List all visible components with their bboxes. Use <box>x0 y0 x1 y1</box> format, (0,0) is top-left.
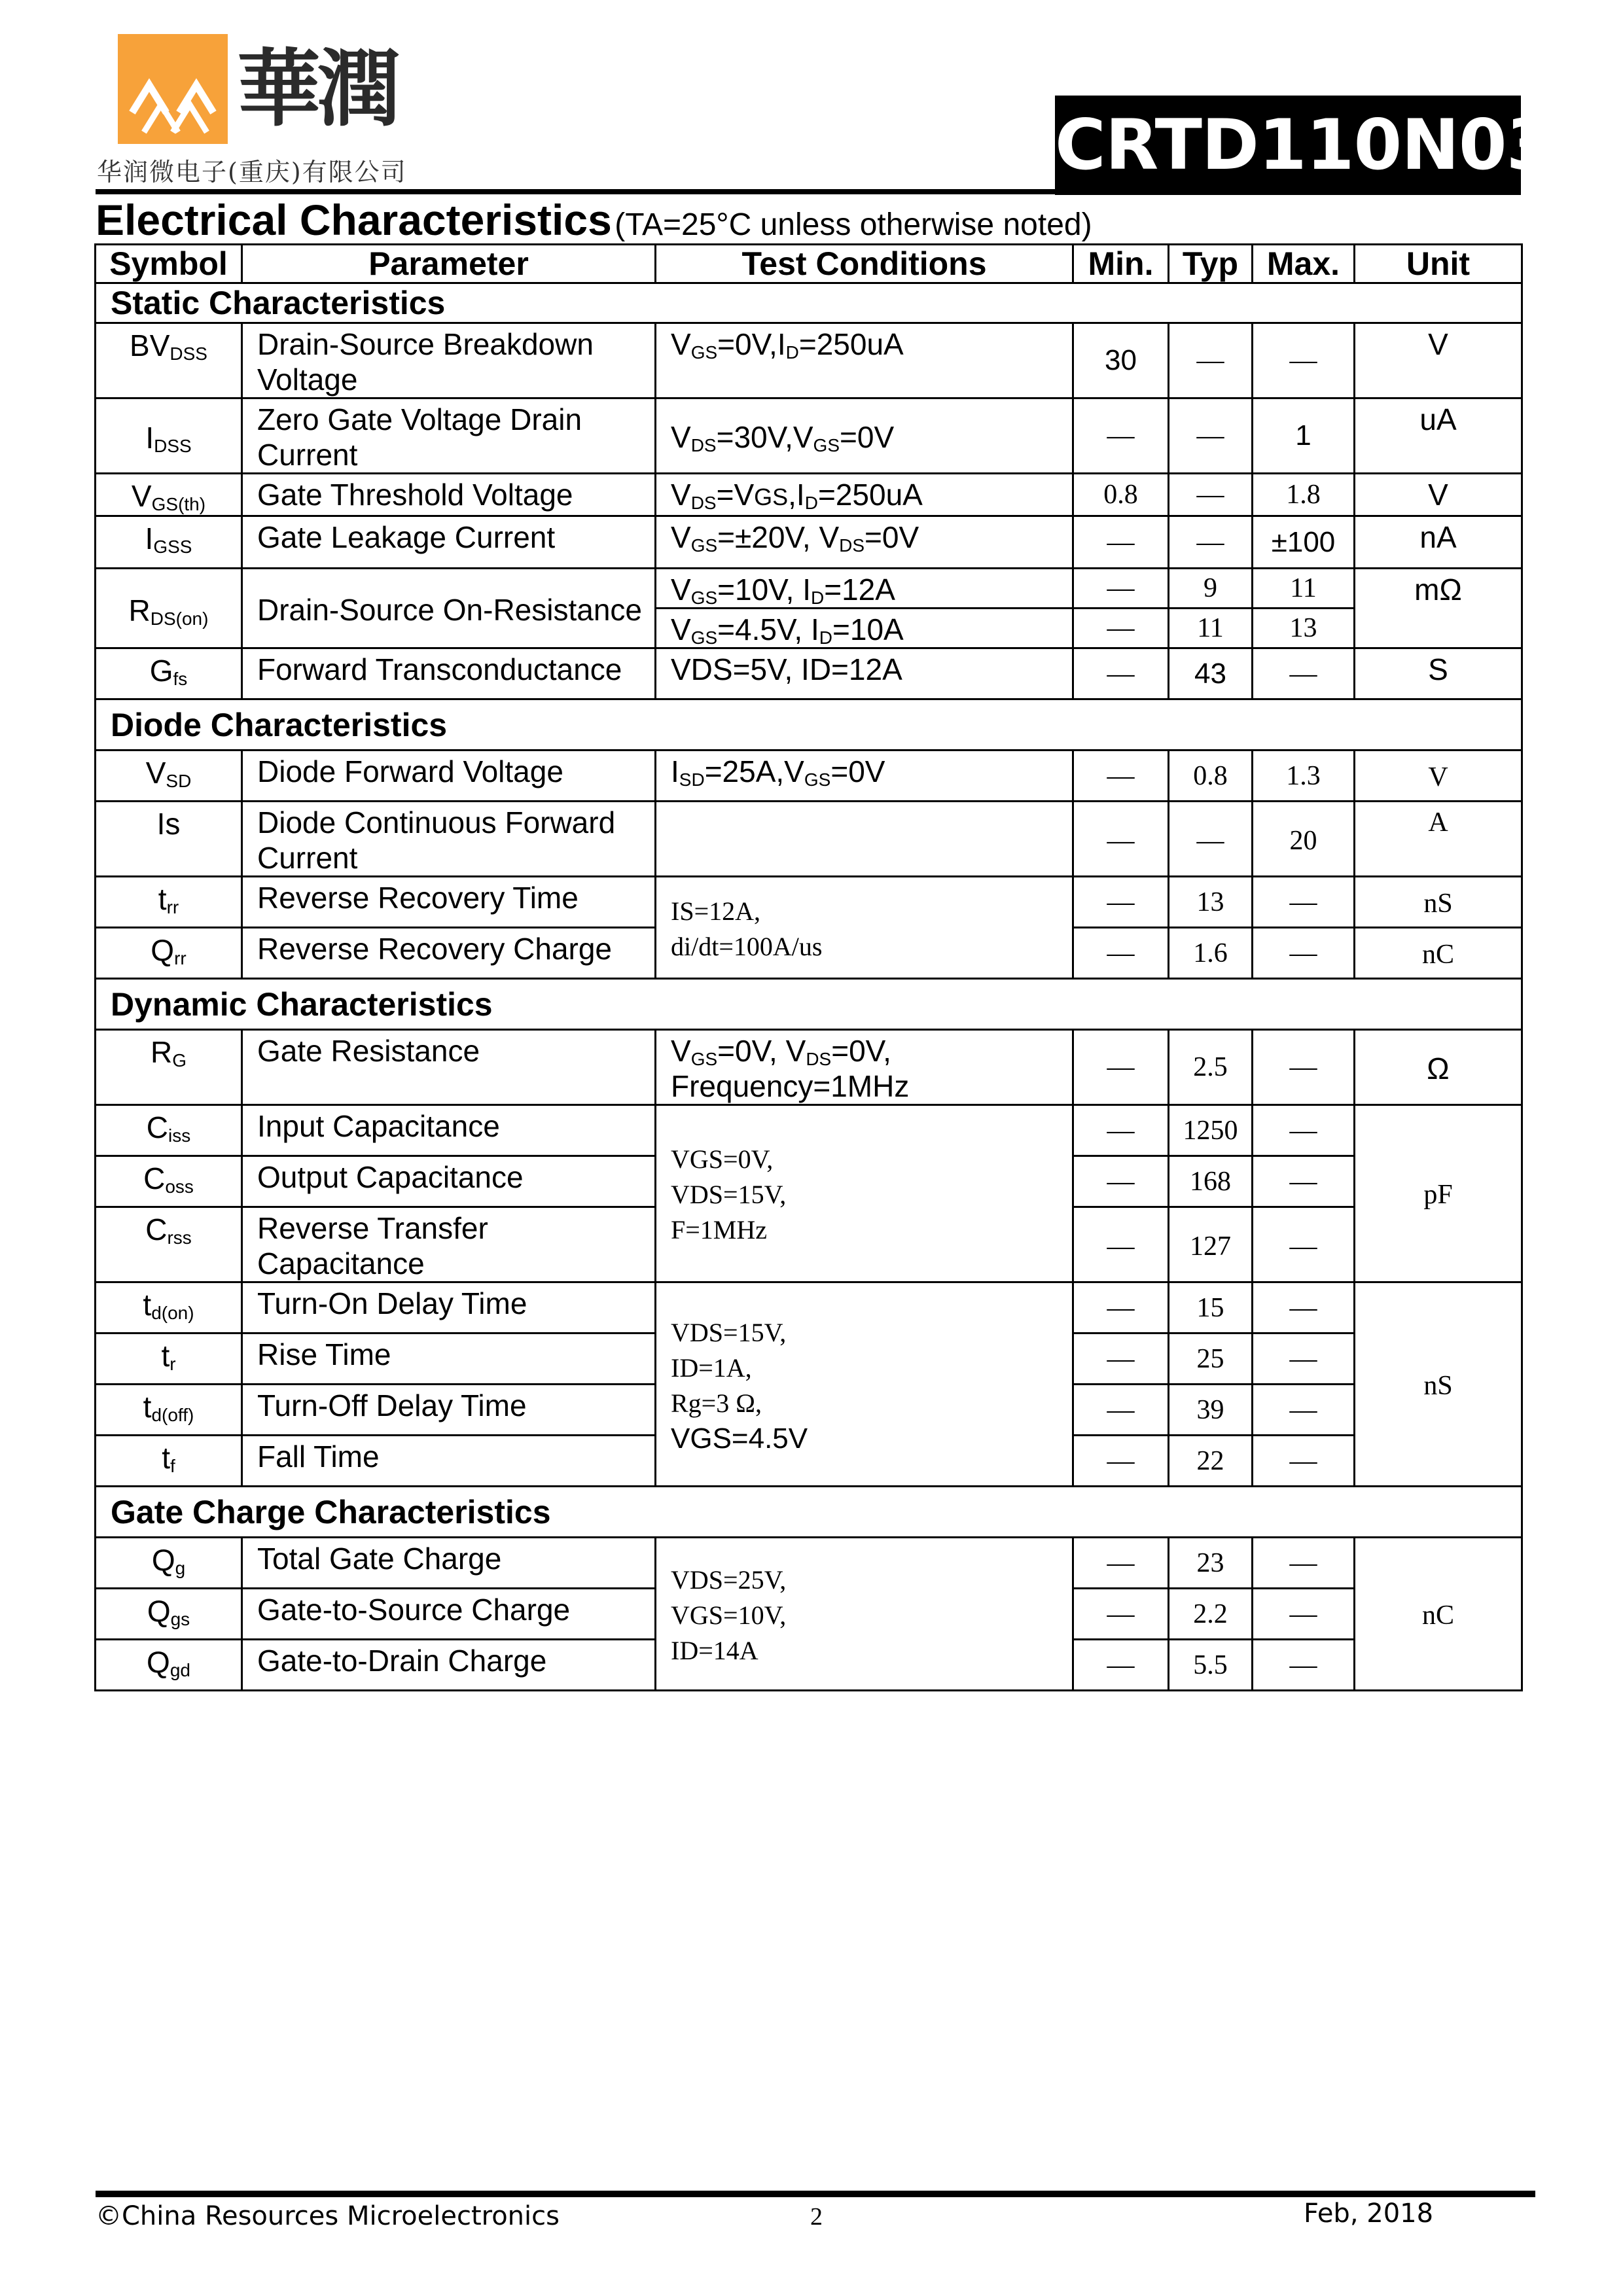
max-cell: 1.8 <box>1253 474 1355 516</box>
header-max: Max. <box>1253 245 1355 283</box>
table-row <box>96 474 1522 516</box>
condition-line: VGS=0V, <box>671 1144 774 1174</box>
condition-line: IS=12A, <box>671 896 761 926</box>
max-cell: — <box>1253 1333 1355 1385</box>
unit-cell: nC <box>1355 1538 1522 1691</box>
condition-cell: $V_{GS}=0V$, $V_{DS}=0V$, Frequency=1MHz <box>656 1030 1073 1105</box>
symbol-cell: $C_{oss}$ <box>96 1156 242 1207</box>
symbol-cell: $t_{d(off)}$ <box>96 1385 242 1436</box>
table-row <box>96 877 1522 928</box>
unit-cell: mΩ <box>1355 569 1522 648</box>
symbol-cell: $Q_{gs}$ <box>96 1589 242 1640</box>
unit-cell: S <box>1355 648 1522 699</box>
typ-cell: 22 <box>1169 1436 1253 1487</box>
condition-cell: $V_{GS}=4.5V$, $I_D=10A$ <box>656 609 1073 648</box>
max-cell: — <box>1253 1436 1355 1487</box>
min-cell: — <box>1073 648 1169 699</box>
table-row <box>96 1105 1522 1156</box>
parameter-cell: Reverse Recovery Charge <box>242 928 656 979</box>
max-cell: — <box>1253 1640 1355 1691</box>
typ-cell: 2.2 <box>1169 1589 1253 1640</box>
min-cell: — <box>1073 1385 1169 1436</box>
max-cell: — <box>1253 323 1355 398</box>
min-cell: — <box>1073 516 1169 569</box>
typ-cell: — <box>1169 398 1253 474</box>
header-symbol: Symbol <box>96 245 242 283</box>
min-cell: — <box>1073 802 1169 877</box>
symbol-cell: $t_f$ <box>96 1436 242 1487</box>
symbol-cell: $G_{fs}$ <box>96 648 242 699</box>
symbol-cell: $I_{DSS}$ <box>96 398 242 474</box>
symbol-cell: $t_{rr}$ <box>96 877 242 928</box>
header-unit: Unit <box>1355 245 1522 283</box>
parameter-cell: Turn-On Delay Time <box>242 1282 656 1333</box>
condition-cell <box>656 1105 1073 1282</box>
condition-cell <box>656 1282 1073 1487</box>
max-cell: 1.3 <box>1253 751 1355 802</box>
max-cell: — <box>1253 877 1355 928</box>
group-diode: Diode Characteristics <box>96 699 1522 751</box>
unit-cell: A <box>1355 802 1522 877</box>
condition-cell <box>656 877 1073 979</box>
condition-line: VDS=25V, <box>671 1564 787 1595</box>
max-cell: — <box>1253 1589 1355 1640</box>
typ-cell: 5.5 <box>1169 1640 1253 1691</box>
condition-cell <box>656 1538 1073 1691</box>
symbol-cell: $V_{SD}$ <box>96 751 242 802</box>
condition-line: F=1MHz <box>671 1215 768 1245</box>
table-row <box>96 648 1522 699</box>
header-conditions: Test Conditions <box>656 245 1073 283</box>
typ-cell: 2.5 <box>1169 1030 1253 1105</box>
symbol-cell: $C_{iss}$ <box>96 1105 242 1156</box>
section-title: Electrical Characteristics <box>96 196 612 244</box>
part-number: CRTD110N03L <box>1055 96 1521 195</box>
condition-line: Rg=3 Ω, <box>671 1388 762 1418</box>
typ-cell: 13 <box>1169 877 1253 928</box>
max-cell: — <box>1253 1538 1355 1589</box>
symbol-cell: $R_G$ <box>96 1030 242 1105</box>
table-row <box>96 516 1522 569</box>
parameter-cell: Input Capacitance <box>242 1105 656 1156</box>
typ-cell: 0.8 <box>1169 751 1253 802</box>
min-cell: — <box>1073 1640 1169 1691</box>
min-cell: — <box>1073 1105 1169 1156</box>
unit-cell: uA <box>1355 398 1522 474</box>
electrical-characteristics-table <box>94 243 1523 1691</box>
min-cell: — <box>1073 1156 1169 1207</box>
condition-line: VGS=10V, <box>671 1600 787 1630</box>
typ-cell: — <box>1169 516 1253 569</box>
max-cell: — <box>1253 1030 1355 1105</box>
min-cell: — <box>1073 1333 1169 1385</box>
unit-cell: pF <box>1355 1105 1522 1282</box>
max-cell: — <box>1253 648 1355 699</box>
condition-cell: $V_{GS}=10V$, $I_D=12A$ <box>656 569 1073 609</box>
parameter-cell: Gate-to-Source Charge <box>242 1589 656 1640</box>
section-condition: (TA=25°C unless otherwise noted) <box>615 207 1092 242</box>
parameter-cell: Diode Continuous Forward Current <box>242 802 656 877</box>
table-row <box>96 323 1522 398</box>
parameter-cell: Drain-Source On-Resistance <box>242 569 656 648</box>
condition-line: ID=14A <box>671 1635 758 1665</box>
table-header-row <box>96 245 1522 283</box>
min-cell: — <box>1073 569 1169 609</box>
condition-line: VGS=4.5V <box>671 1422 808 1455</box>
max-cell: — <box>1253 1385 1355 1436</box>
typ-cell: 23 <box>1169 1538 1253 1589</box>
condition-cell: $V_{GS}=\pm 20V$, $V_{DS}=0V$ <box>656 516 1073 569</box>
typ-cell: — <box>1169 323 1253 398</box>
unit-cell: V <box>1355 474 1522 516</box>
group-row <box>96 979 1522 1030</box>
min-cell: — <box>1073 1030 1169 1105</box>
min-cell: — <box>1073 1436 1169 1487</box>
max-cell: 13 <box>1253 609 1355 648</box>
symbol-cell: $Q_{gd}$ <box>96 1640 242 1691</box>
unit-cell: nC <box>1355 928 1522 979</box>
parameter-cell: Forward Transconductance <box>242 648 656 699</box>
table-row <box>96 1538 1522 1589</box>
symbol-cell: $t_r$ <box>96 1333 242 1385</box>
max-cell: — <box>1253 1282 1355 1333</box>
typ-cell: 1.6 <box>1169 928 1253 979</box>
table-row <box>96 1030 1522 1105</box>
table-row <box>96 802 1522 877</box>
footer-copyright: ©China Resources Microelectronics <box>96 2201 560 2231</box>
header-min: Min. <box>1073 245 1169 283</box>
footer-divider <box>96 2191 1535 2197</box>
parameter-cell: Turn-Off Delay Time <box>242 1385 656 1436</box>
min-cell: — <box>1073 398 1169 474</box>
company-name-chinese: 华润微电子(重庆)有限公司 <box>97 158 407 186</box>
unit-cell: V <box>1355 751 1522 802</box>
unit-cell: nS <box>1355 877 1522 928</box>
typ-cell: 9 <box>1169 569 1253 609</box>
min-cell: — <box>1073 1207 1169 1282</box>
group-dynamic: Dynamic Characteristics <box>96 979 1522 1030</box>
typ-cell: 11 <box>1169 609 1253 648</box>
group-row <box>96 1487 1522 1538</box>
condition-cell: $I_{SD}=25A,V_{GS}=0V$ <box>656 751 1073 802</box>
parameter-cell: Gate Leakage Current <box>242 516 656 569</box>
typ-cell: 1250 <box>1169 1105 1253 1156</box>
parameter-cell: Gate Threshold Voltage <box>242 474 656 516</box>
typ-cell: — <box>1169 474 1253 516</box>
condition-line: VDS=15V, <box>671 1317 787 1347</box>
typ-cell: — <box>1169 802 1253 877</box>
parameter-cell: Gate Resistance <box>242 1030 656 1105</box>
min-cell: — <box>1073 928 1169 979</box>
max-cell: 11 <box>1253 569 1355 609</box>
footer-date: Feb, 2018 <box>1304 2199 1434 2229</box>
max-cell: ±100 <box>1253 516 1355 569</box>
min-cell: 0.8 <box>1073 474 1169 516</box>
min-cell: — <box>1073 1282 1169 1333</box>
typ-cell: 127 <box>1169 1207 1253 1282</box>
typ-cell: 25 <box>1169 1333 1253 1385</box>
condition-line: VDS=15V, <box>671 1180 787 1209</box>
symbol-cell: $t_{d(on)}$ <box>96 1282 242 1333</box>
min-cell: — <box>1073 1538 1169 1589</box>
typ-cell: 15 <box>1169 1282 1253 1333</box>
parameter-cell: Reverse Recovery Time <box>242 877 656 928</box>
group-gate-charge: Gate Charge Characteristics <box>96 1487 1522 1538</box>
condition-line: di/dt=100A/us <box>671 931 823 961</box>
max-cell: — <box>1253 928 1355 979</box>
company-logo-text: 華潤 <box>237 40 397 138</box>
max-cell: — <box>1253 1156 1355 1207</box>
parameter-cell: Fall Time <box>242 1436 656 1487</box>
max-cell: — <box>1253 1105 1355 1156</box>
condition-line: ID=1A, <box>671 1352 752 1383</box>
min-cell: — <box>1073 609 1169 648</box>
unit-cell: Ω <box>1355 1030 1522 1105</box>
table-row <box>96 751 1522 802</box>
typ-cell: 39 <box>1169 1385 1253 1436</box>
symbol-cell: $I_{GSS}$ <box>96 516 242 569</box>
min-cell: — <box>1073 1589 1169 1640</box>
symbol-cell: $Q_g$ <box>96 1538 242 1589</box>
symbol-cell: $BV_{DSS}$ <box>96 323 242 398</box>
condition-cell: VDS=5V, ID=12A <box>656 648 1073 699</box>
header-parameter: Parameter <box>242 245 656 283</box>
min-cell: 30 <box>1073 323 1169 398</box>
symbol-cell: $V_{GS(th)}$ <box>96 474 242 516</box>
group-row <box>96 283 1522 323</box>
table-row <box>96 569 1522 609</box>
logo-chevrons-icon <box>118 34 228 144</box>
group-row <box>96 699 1522 751</box>
max-cell: — <box>1253 1207 1355 1282</box>
group-static: Static Characteristics <box>96 283 1522 323</box>
max-cell: 20 <box>1253 802 1355 877</box>
condition-cell <box>656 802 1073 877</box>
header-typ: Typ <box>1169 245 1253 283</box>
symbol-cell: $R_{DS(on)}$ <box>96 569 242 648</box>
table-row <box>96 398 1522 474</box>
max-cell: 1 <box>1253 398 1355 474</box>
symbol-cell: Is <box>96 802 242 877</box>
unit-cell: nS <box>1355 1282 1522 1487</box>
parameter-cell: Total Gate Charge <box>242 1538 656 1589</box>
parameter-cell: Rise Time <box>242 1333 656 1385</box>
parameter-cell: Reverse Transfer Capacitance <box>242 1207 656 1282</box>
company-logo-mark <box>118 34 228 144</box>
unit-cell: V <box>1355 323 1522 398</box>
parameter-cell: Gate-to-Drain Charge <box>242 1640 656 1691</box>
footer-page-number: 2 <box>810 2203 823 2231</box>
symbol-cell: $C_{rss}$ <box>96 1207 242 1282</box>
table-row <box>96 1282 1522 1333</box>
unit-cell: nA <box>1355 516 1522 569</box>
parameter-cell: Zero Gate Voltage Drain Current <box>242 398 656 474</box>
parameter-cell: Drain-Source Breakdown Voltage <box>242 323 656 398</box>
condition-cell: $V_{GS}=0V,I_D=250uA$ <box>656 323 1073 398</box>
min-cell: — <box>1073 751 1169 802</box>
min-cell: — <box>1073 877 1169 928</box>
typ-cell: 43 <box>1169 648 1253 699</box>
typ-cell: 168 <box>1169 1156 1253 1207</box>
parameter-cell: Diode Forward Voltage <box>242 751 656 802</box>
symbol-cell: $Q_{rr}$ <box>96 928 242 979</box>
condition-cell: $V_{DS}=VGS,I_D=250uA$ <box>656 474 1073 516</box>
condition-cell: $V_{DS}=30V,V_{GS}=0V$ <box>656 398 1073 474</box>
parameter-cell: Output Capacitance <box>242 1156 656 1207</box>
